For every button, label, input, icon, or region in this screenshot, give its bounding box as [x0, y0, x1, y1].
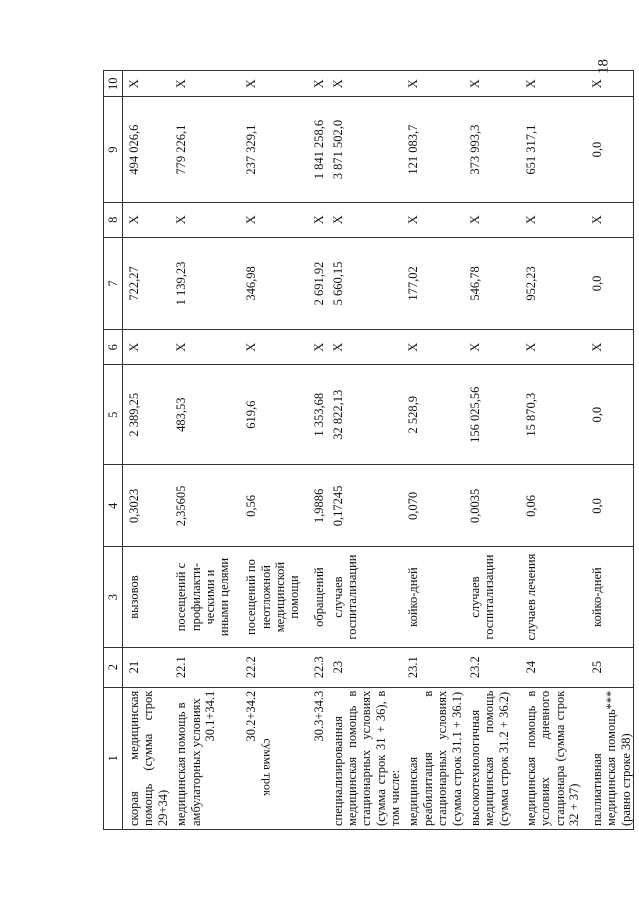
description-text: медицинская помощь в амбулаторных условиях: [174, 698, 203, 826]
cell-x: X: [402, 71, 464, 97]
cell-value: 156 025,56: [464, 365, 520, 465]
cell-description: паллиативная медицинская помощь*** (равно строке 38): [586, 687, 634, 829]
cell-value: 0,17245: [327, 465, 403, 547]
cell-value: 619,6: [240, 365, 308, 465]
cell-unit: случаев госпитализации: [327, 547, 403, 647]
cell-value: 121 083,7: [402, 97, 464, 202]
table-row: [402, 71, 464, 830]
cell-unit: посещений с профилакти-ческими и иными целями: [170, 547, 240, 647]
header-col-3: 3: [104, 547, 123, 647]
table-row: [327, 71, 403, 830]
table-row: [170, 71, 240, 830]
cell-value: 0,0: [586, 465, 634, 547]
header-col-4: 4: [104, 465, 123, 547]
cell-unit: случаев госпитализации: [464, 547, 520, 647]
cell-x: X: [240, 330, 308, 365]
cell-x: X: [464, 202, 520, 237]
cell-value: 0,56: [240, 465, 308, 547]
cell-x: X: [402, 202, 464, 237]
cell-value: 0,070: [402, 465, 464, 547]
cell-value: 1,9886: [308, 465, 326, 547]
cell-x: X: [327, 330, 403, 365]
cell-x: X: [123, 71, 171, 97]
cell-x: X: [586, 330, 634, 365]
cell-description: [170, 687, 240, 829]
header-col-7: 7: [104, 237, 123, 330]
cell-description: медицинская реабилитация в стационарных условиях (сумма строк 31.1 + 36.1): [402, 687, 464, 829]
header-col-6: 6: [104, 330, 123, 365]
cell-line-number: 22.3: [308, 647, 326, 687]
cell-description: высокотехнологичная медицинская помощь (сумма строк 31.2 + 36.2): [464, 687, 520, 829]
cell-unit: посещений по неотложной медицинской помощи: [240, 547, 308, 647]
cell-x: X: [240, 71, 308, 97]
cell-x: X: [520, 71, 586, 97]
cell-unit: койко-дней: [402, 547, 464, 647]
table-row: [586, 71, 634, 830]
cell-x: X: [520, 330, 586, 365]
cell-value: 2 691,92: [308, 237, 326, 330]
side-note: сумма трок: [260, 738, 275, 796]
cell-value: 346,98: [240, 237, 308, 330]
cell-value: 952,23: [520, 237, 586, 330]
cell-value: 0,0: [586, 237, 634, 330]
cell-x: X: [520, 202, 586, 237]
cell-line-number: 21: [123, 647, 171, 687]
header-row: [104, 71, 123, 830]
cell-value: 0,0035: [464, 465, 520, 547]
cell-description: [240, 687, 308, 829]
cell-x: X: [123, 202, 171, 237]
cell-value: 0,3023: [123, 465, 171, 547]
cell-x: X: [170, 202, 240, 237]
cell-value: 2,35605: [170, 465, 240, 547]
cell-x: X: [308, 330, 326, 365]
cell-value: 3 871 502,0: [327, 97, 403, 202]
header-col-10: 10: [104, 71, 123, 97]
cell-line-number: 23.1: [402, 647, 464, 687]
cell-x: X: [586, 202, 634, 237]
cell-x: X: [308, 202, 326, 237]
cell-x: X: [123, 330, 171, 365]
cell-value: 2 528,9: [402, 365, 464, 465]
cell-value: 0,0: [586, 365, 634, 465]
cell-value: 1 841 258,6: [308, 97, 326, 202]
cell-value: 1 139,23: [170, 237, 240, 330]
cell-value: 494 026,6: [123, 97, 171, 202]
cell-unit: случаев лечения: [520, 547, 586, 647]
cell-value: 1 353,68: [308, 365, 326, 465]
header-col-2: 2: [104, 647, 123, 687]
cell-value: 2 389,25: [123, 365, 171, 465]
table-row: [308, 71, 326, 830]
data-table: [103, 70, 634, 830]
cell-value: 651 317,1: [520, 97, 586, 202]
header-col-9: 9: [104, 97, 123, 202]
cell-x: X: [327, 202, 403, 237]
cell-value: 15 870,3: [520, 365, 586, 465]
cell-value: 722,27: [123, 237, 171, 330]
sum-formula: 30.1+34.1: [202, 690, 217, 742]
header-col-8: 8: [104, 202, 123, 237]
rotated-table-wrapper: [103, 70, 633, 830]
page-number: 18: [595, 59, 612, 74]
cell-value: 0,06: [520, 465, 586, 547]
cell-description: медицинская помощь в условиях дневного стационара (сумма строк 32 + 37): [520, 687, 586, 829]
cell-value: 373 993,3: [464, 97, 520, 202]
table-row: [464, 71, 520, 830]
cell-description: скорая медицинская помощь (сумма строк 29+34): [123, 687, 171, 829]
cell-x: X: [327, 71, 403, 97]
cell-line-number: 24: [520, 647, 586, 687]
table-row: [520, 71, 586, 830]
cell-value: 483,53: [170, 365, 240, 465]
cell-line-number: 22.1: [170, 647, 240, 687]
cell-unit: обращений: [308, 547, 326, 647]
cell-line-number: 23.2: [464, 647, 520, 687]
cell-value: 32 822,13: [327, 365, 403, 465]
cell-x: X: [240, 202, 308, 237]
cell-description: специализированная медицинская помощь в стационарных условиях (сумма строк 31 + 36), в том числе:: [327, 687, 403, 829]
cell-line-number: 22.2: [240, 647, 308, 687]
cell-x: X: [170, 71, 240, 97]
sum-formula: 30.2+34.2: [244, 690, 259, 742]
cell-value: 237 329,1: [240, 97, 308, 202]
header-col-5: 5: [104, 365, 123, 465]
cell-line-number: 23: [327, 647, 403, 687]
table-row: [123, 71, 171, 830]
cell-x: X: [464, 330, 520, 365]
cell-description: [308, 687, 326, 829]
header-col-1: 1: [104, 687, 123, 829]
cell-x: X: [402, 330, 464, 365]
cell-x: X: [464, 71, 520, 97]
cell-unit: вызовов: [123, 547, 171, 647]
cell-value: 546,78: [464, 237, 520, 330]
cell-x: X: [586, 71, 634, 97]
table-row: [240, 71, 308, 830]
cell-unit: койко-дней: [586, 547, 634, 647]
cell-x: X: [308, 71, 326, 97]
cell-line-number: 25: [586, 647, 634, 687]
cell-value: 779 226,1: [170, 97, 240, 202]
sum-formula: 30.3+34.3: [312, 690, 327, 742]
cell-value: 177,02: [402, 237, 464, 330]
cell-value: 5 660,15: [327, 237, 403, 330]
cell-x: X: [170, 330, 240, 365]
cell-value: 0,0: [586, 97, 634, 202]
